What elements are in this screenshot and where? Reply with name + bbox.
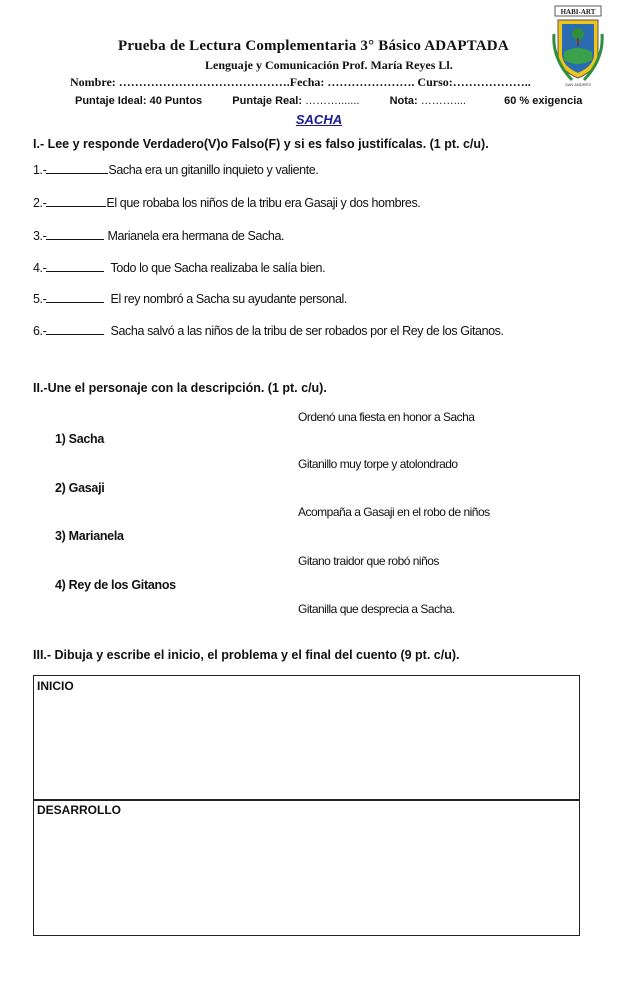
tf-item-text: Marianela era hermana de Sacha. <box>107 229 285 243</box>
tf-item-4 <box>33 260 325 275</box>
tf-item-text: El que robaba los niños de la tribu era Gasaji y dos hombres. <box>106 196 421 210</box>
school-logo <box>552 4 604 88</box>
name-date-course-line: Nombre: …………………………………….Fecha: …………………. Curso:……………….. <box>70 75 531 89</box>
story-title: SACHA <box>295 112 343 127</box>
puntaje-real-label: Puntaje Real: <box>232 95 302 107</box>
description-5[interactable]: Gitanilla que desprecia a Sacha. <box>298 602 455 616</box>
answer-blank[interactable] <box>46 323 104 335</box>
nota-blank: ……….... <box>420 95 466 107</box>
logo-text-top: HABI-ART <box>560 8 596 16</box>
description-1[interactable]: Ordenó una fiesta en honor a Sacha <box>298 410 475 424</box>
character-4[interactable]: 4) Rey de los Gitanos <box>55 578 176 592</box>
description-2[interactable]: Gitanillo muy torpe y atolondrado <box>298 457 458 471</box>
desarrollo-label: DESARROLLO <box>37 803 121 817</box>
answer-blank[interactable] <box>46 228 104 240</box>
tf-item-text: El rey nombró a Sacha su ayudante personal. <box>110 292 347 306</box>
nota-label: Nota: <box>389 95 418 107</box>
tf-item-1 <box>33 162 318 177</box>
inicio-label: INICIO <box>37 679 74 693</box>
character-1[interactable]: 1) Sacha <box>55 432 105 446</box>
tf-item-number: 2.- <box>33 196 47 210</box>
tf-item-text: Sacha era un gitanillo inquieto y valiente. <box>108 163 319 177</box>
tf-item-number: 4.- <box>33 261 47 275</box>
tf-item-number: 5.- <box>33 292 47 306</box>
tf-item-number: 6.- <box>33 324 47 338</box>
section-3-heading: III.- Dibuja y escribe el inicio, el problema y el final del cuento (9 pt. c/u). <box>33 648 460 662</box>
desarrollo-box[interactable] <box>33 799 580 936</box>
tf-item-text: Todo lo que Sacha realizaba le salía bien. <box>110 261 326 275</box>
character-2[interactable]: 2) Gasaji <box>55 481 105 495</box>
tf-item-text: Sacha salvó a las niños de la tribu de ser robados por el Rey de los Gitanos. <box>110 324 504 338</box>
tf-item-2 <box>33 195 420 210</box>
answer-blank[interactable] <box>46 195 106 207</box>
puntaje-real-blank: ………....... <box>305 95 360 107</box>
section-2-heading: II.-Une el personaje con la descripción. (1 pt. c/u). <box>33 381 327 395</box>
puntaje-ideal-label: Puntaje Ideal: <box>75 95 147 107</box>
exigencia-label: 60 % exigencia <box>504 95 583 107</box>
inicio-box[interactable] <box>33 675 580 801</box>
score-line <box>75 95 582 107</box>
tf-item-number: 1.- <box>33 163 47 177</box>
section-1-heading: I.- Lee y responde Verdadero(V)o Falso(F) y si es falso justifícalas. (1 pt. c/u). <box>33 137 489 151</box>
tf-item-6 <box>33 323 504 338</box>
answer-blank[interactable] <box>46 260 104 272</box>
test-title: Prueba de Lectura Complementaria 3° Básico ADAPTADA <box>118 38 509 54</box>
description-3[interactable]: Acompaña a Gasaji en el robo de niños <box>298 505 490 519</box>
logo-text-bottom: SAN ANDRÉS <box>565 82 591 87</box>
description-4[interactable]: Gitano traidor que robó niños <box>298 554 439 568</box>
test-subtitle: Lenguaje y Comunicación Prof. María Reyes Ll. <box>205 58 453 72</box>
tf-item-5 <box>33 291 347 306</box>
answer-blank[interactable] <box>46 291 104 303</box>
puntaje-ideal-value: 40 Puntos <box>149 95 203 107</box>
character-3[interactable]: 3) Marianela <box>55 529 124 543</box>
tf-item-number: 3.- <box>33 229 47 243</box>
answer-blank[interactable] <box>46 162 108 174</box>
tf-item-3 <box>33 228 284 243</box>
